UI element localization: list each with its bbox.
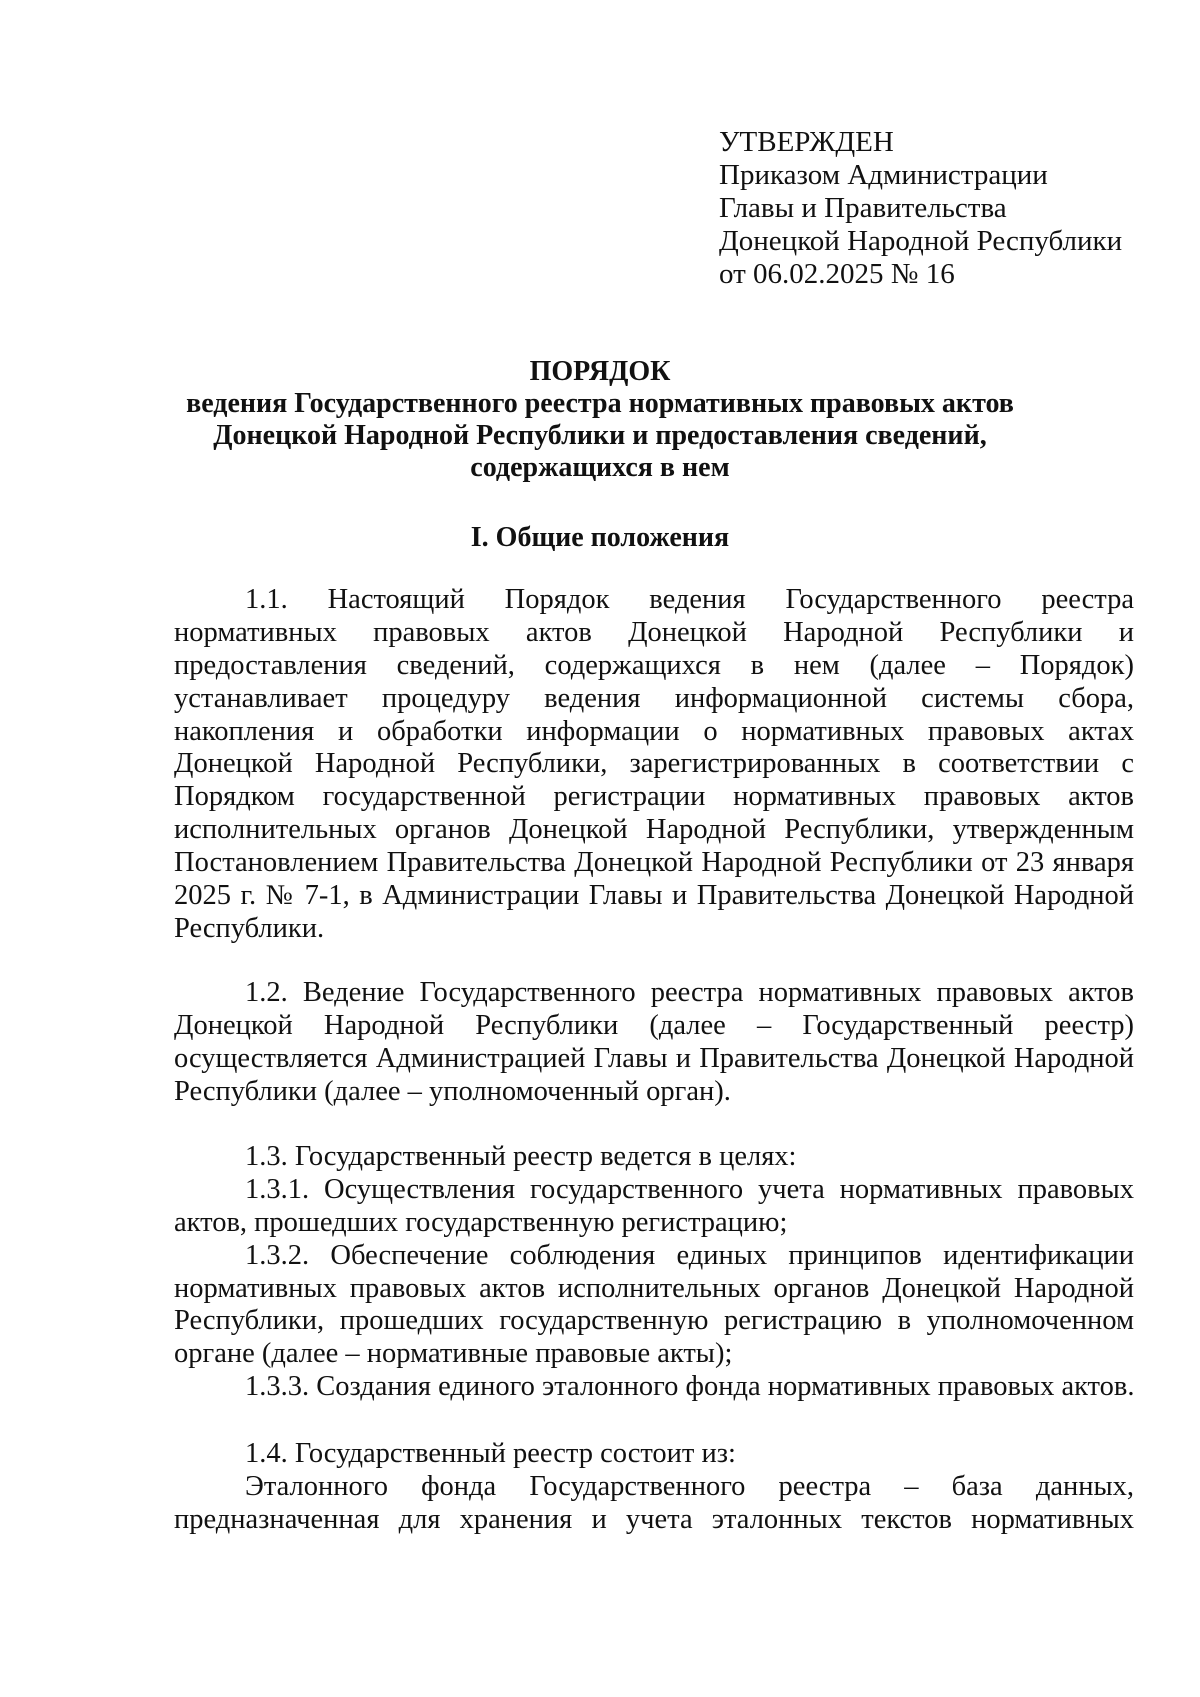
title-line: Донецкой Народной Республики и предоставления сведений, [213,420,987,451]
paragraph-line: Республики. [174,912,325,944]
document-title [0,356,1200,484]
approval-republic-line: Донецкой Народной Республики [719,225,1123,257]
subitem-1-3-2-line: органе (далее – нормативные правовые акты); [174,1338,733,1370]
paragraph-line: 1.3. Государственный реестр ведется в целях: [245,1141,797,1172]
paragraph-line: 2025 г. № 7-1, в Администрации Главы и Правительства Донецкой Народной [174,880,1134,912]
paragraph-line: Эталонного фонда Государственного реестра – база данных, [245,1470,1134,1502]
subitem-1-3-2-line: 1.3.2. Обеспечение соблюдения единых принципов идентификации [245,1239,1134,1271]
paragraph-line: Донецкой Народной Республики (далее – Государственный реестр) [174,1009,1134,1041]
approval-block [719,126,1159,291]
paragraph-line: предоставления сведений, содержащихся в нем (далее – Порядок) [174,649,1134,681]
approval-status: УТВЕРЖДЕН [719,126,894,158]
subitem-1-3-1-line: 1.3.1. Осуществления государственного учета нормативных правовых [245,1173,1134,1205]
section-heading-text: I. Общие положения [470,522,730,553]
paragraph-line: Постановлением Правительства Донецкой Народной Республики от 23 января [174,847,1134,879]
paragraph-line: Республики (далее – уполномоченный орган). [174,1075,731,1107]
paragraph-line: 1.4. Государственный реестр состоит из: [245,1438,736,1469]
paragraph-line: 1.1. Настоящий Порядок ведения Государственного реестра [245,584,1134,615]
title-line: содержащихся в нем [470,452,730,483]
paragraph-line: предназначенная для хранения и учета эталонных текстов нормативных [174,1503,1134,1535]
paragraph-1-4 [174,1438,1134,1537]
title-line: ПОРЯДОК [529,356,671,387]
subitem-1-3-3-line: 1.3.3. Создания единого эталонного фонда нормативных правовых актов. [245,1371,1135,1403]
paragraph-1-2 [174,977,1134,1109]
paragraph-line: накопления и обработки информации о нормативных правовых актах [174,715,1134,747]
paragraph-line: Донецкой Народной Республики, зарегистрированных в соответствии с [174,748,1134,780]
paragraph-line: устанавливает процедуру ведения информационной системы сбора, [174,682,1134,714]
approval-date-number: от 06.02.2025 № 16 [719,258,955,290]
approval-order-line: Приказом Администрации [719,159,1048,191]
paragraph-line: исполнительных органов Донецкой Народной Республики, утвержденным [174,814,1134,846]
section-heading [0,522,1200,554]
approval-authority-line: Главы и Правительства [719,192,1007,224]
paragraph-line: нормативных правовых актов Донецкой Народной Республики и [174,616,1134,648]
title-line: ведения Государственного реестра нормативных правовых актов [186,388,1014,419]
paragraph-1-3 [174,1141,1134,1404]
paragraph-line: осуществляется Администрацией Главы и Правительства Донецкой Народной [174,1042,1134,1074]
subitem-1-3-1-line: актов, прошедших государственную регистрацию; [174,1206,788,1238]
paragraph-1-1 [174,584,1134,946]
paragraph-line: 1.2. Ведение Государственного реестра нормативных правовых актов [245,977,1134,1008]
subitem-1-3-2-line: Республики, прошедших государственную регистрацию в уполномоченном [174,1305,1134,1337]
paragraph-line: Порядком государственной регистрации нормативных правовых актов [174,781,1134,813]
subitem-1-3-2-line: нормативных правовых актов исполнительных органов Донецкой Народной [174,1272,1134,1304]
